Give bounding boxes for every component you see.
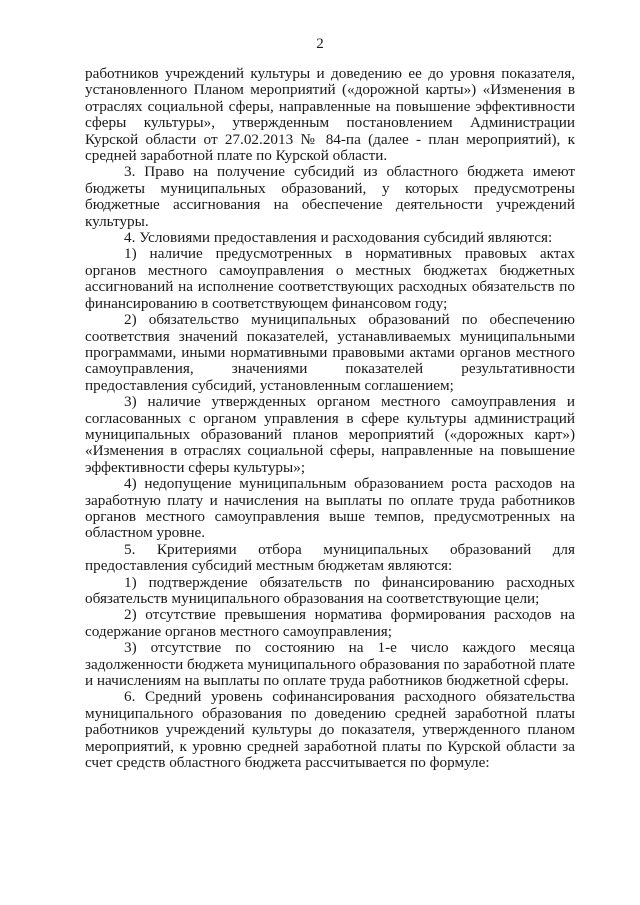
subitem-4-4: 4) недопущение муниципальным образованием роста расходов на заработную плату и начисления на выплаты по оплате труда работников органов местного самоуправления выше темпов, предусмотренных на областном уровне. [85, 475, 575, 542]
paragraph-item-3: 3. Право на получение субсидий из областного бюджета имеют бюджеты муниципальных образований, у которых предусмотрены бюджетные ассигнования на обеспечение деятельности учреждений культуры. [85, 163, 575, 230]
subitem-4-3: 3) наличие утвержденных органом местного самоуправления и согласованных с органом управления в сфере культуры администраций муниципальных образований планов мероприятий («дорожных карт») «Изменения в отраслях социальной сферы, направленные на повышение эффективности сферы культуры»; [85, 393, 575, 476]
document-body [85, 66, 575, 771]
paragraph-item-6: 6. Средний уровень софинансирования расходного обязательства муниципального образования по доведению средней заработной платы работников учреждений культуры до показателя, утвержденного планом мероприятий, к уровню средней заработной платы по Курской области за счет средств областного бюджета рассчитывается по формуле: [85, 688, 575, 772]
page-number: 2 [316, 36, 324, 52]
paragraph-item-5: 5. Критериями отбора муниципальных образований для предоставления субсидий местным бюджетам являются: [85, 540, 575, 575]
paragraph-continuation: работников учреждений культуры и доведению ее до уровня показателя, установленного Планом мероприятий («дорожной карты») «Изменения в отраслях социальной сферы, направленные на повышение эффективности сферы культуры», утвержденным постановлением Администрации Курской области от 27.02.2013 № 84-па (далее - план мероприятий), к средней заработной плате по Курской области. [85, 65, 575, 165]
paragraph-item-4: 4. Условиями предоставления и расходования субсидий являются: [124, 229, 553, 247]
subitem-5-2: 2) отсутствие превышения норматива формирования расходов на содержание органов местного самоуправления; [85, 606, 575, 640]
subitem-4-2: 2) обязательство муниципальных образований по обеспечению соответствия значений показателей, устанавливаемых муниципальными программами, иными нормативными правовыми актами органов местного самоуправления, значениями показателей результативности предоставления субсидий, установленным соглашением; [85, 311, 575, 394]
subitem-5-3: 3) отсутствие по состоянию на 1-е число каждого месяца задолженности бюджета муниципального образования по заработной плате и начислениям на выплаты по оплате труда работников бюджетной сферы. [85, 639, 575, 690]
subitem-4-1: 1) наличие предусмотренных в нормативных правовых актах органов местного самоуправления о местных бюджетах бюджетных ассигнований на исполнение соответствующих расходных обязательств по финансированию в соответствующем финансовом году; [85, 245, 575, 312]
subitem-5-1: 1) подтверждение обязательств по финансированию расходных обязательств муниципального образования на соответствующие цели; [85, 573, 575, 607]
